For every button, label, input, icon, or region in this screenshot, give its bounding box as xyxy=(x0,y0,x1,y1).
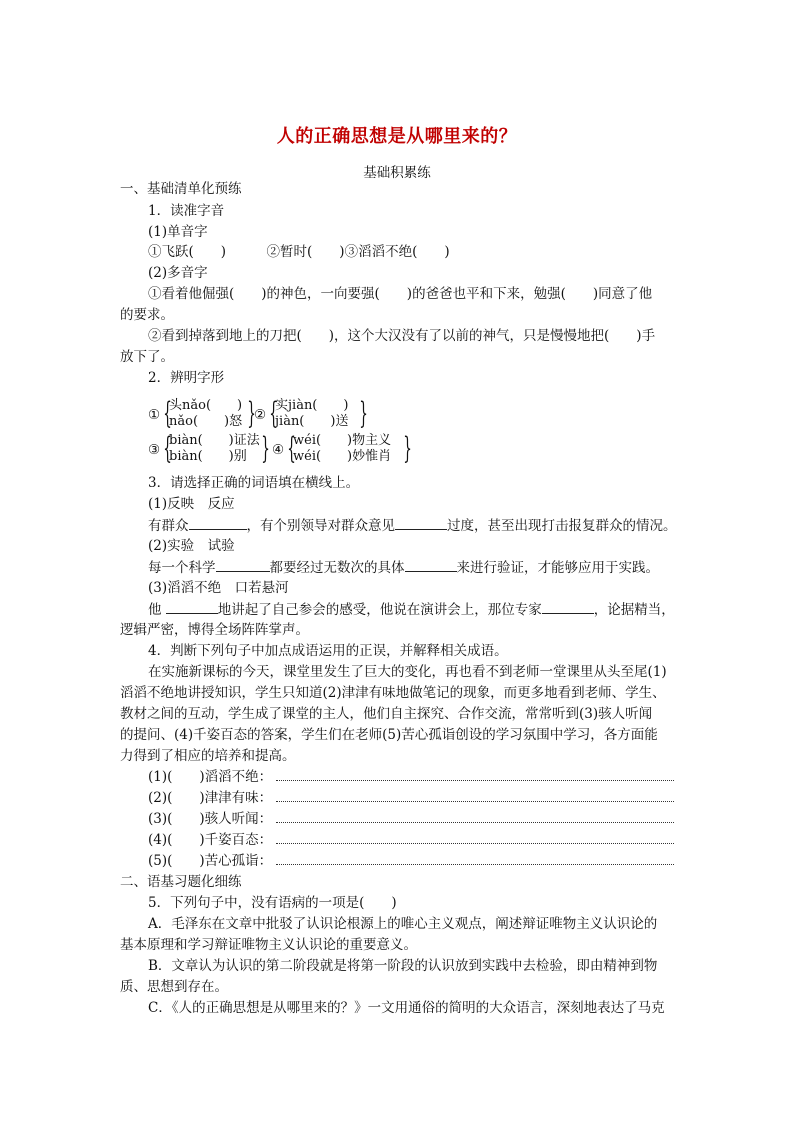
question-heading: 5．下列句子中，没有语病的一项是( ) xyxy=(148,895,397,911)
question-line: ①看着他倔强( )的神色，一向要强( )的爸爸也平和下来，勉强( )同意了他 xyxy=(148,286,653,302)
glyph-bottom: wéi( )妙惟肖 xyxy=(293,449,392,464)
answer-blank[interactable] xyxy=(395,517,447,530)
passage-line: 滔滔不绝地讲授知识，学生只知道(2)津津有味地做笔记的现象，而更多地看到老师、学生、 xyxy=(120,685,666,701)
answer-item: (3)( )骇人听闻： xyxy=(148,811,273,827)
sub-heading: (1)反映 反应 xyxy=(148,496,235,512)
answer-line[interactable] xyxy=(276,822,674,823)
option-a-cont: 基本原理和学习辩证唯物主义认识论的重要意义。 xyxy=(120,937,417,953)
sentence-part: ，有个别领导对群众意见 xyxy=(246,518,395,534)
sentence-part: 他 xyxy=(148,602,162,618)
left-brace: { xyxy=(163,431,172,466)
question-heading: 3．请选择正确的词语填在横线上。 xyxy=(148,475,360,491)
answer-blank[interactable] xyxy=(189,517,247,530)
answer-item: (1)( )滔滔不绝： xyxy=(148,769,273,785)
page-title: 人的正确思想是从哪里来的？ xyxy=(276,126,518,147)
right-brace: } xyxy=(247,396,256,431)
question-line: ②看到掉落到地上的刀把( )，这个大汉没有了以前的神气，只是慢慢地把( )手 xyxy=(148,328,656,344)
option-b: B．文章认为认识的第二阶段就是将第一阶段的认识放到实践中去检验，即由精神到物 xyxy=(148,958,658,974)
answer-item: (5)( )苦心孤诣： xyxy=(148,853,273,869)
sentence-part: 地讲起了自己参会的感受，他说在演讲会上，那位专家 xyxy=(217,602,542,618)
glyph-bottom: jiàn( )送 xyxy=(275,414,349,429)
glyph-top: biàn( )证法 xyxy=(169,433,260,448)
answer-line[interactable] xyxy=(276,801,674,802)
right-brace: } xyxy=(403,431,412,466)
left-brace: { xyxy=(269,396,278,431)
answer-item: (4)( )千姿百态： xyxy=(148,832,273,848)
question-line: 逻辑严密，博得全场阵阵掌声。 xyxy=(120,622,309,638)
answer-line[interactable] xyxy=(276,780,674,781)
item-number: ③ xyxy=(148,442,161,458)
answer-blank[interactable] xyxy=(216,559,270,572)
section-heading: 一、基础清单化预练 xyxy=(120,181,242,197)
sub-heading: (2)多音字 xyxy=(148,265,208,281)
sentence-part: 有群众 xyxy=(148,518,189,534)
sub-heading: (3)滔滔不绝 口若悬河 xyxy=(148,580,289,596)
right-brace: } xyxy=(359,396,368,431)
section-heading: 二、语基习题化细练 xyxy=(120,874,242,890)
question-line: 放下了。 xyxy=(120,349,174,365)
passage-line: 的提问、(4)千姿百态的答案，学生们在老师(5)苦心孤诣创设的学习氛围中学习，各方面能 xyxy=(120,727,658,743)
answer-blank[interactable] xyxy=(542,601,594,614)
question-line: ①飞跃( ) ②暂时( )③滔滔不绝( ) xyxy=(148,244,450,260)
sentence-part: 每一个科学 xyxy=(148,560,216,576)
sentence-part: ，论据精当， xyxy=(593,602,675,618)
sentence-part: 都要经过无数次的具体 xyxy=(269,560,405,576)
passage-line: 在实施新课标的今天，课堂里发生了巨大的变化，再也看不到老师一堂课里从头至尾(1) xyxy=(148,664,667,680)
option-c: C．《人的正确思想是从哪里来的？》一文用通俗的简明的大众语言，深刻地表达了马克 xyxy=(148,1000,665,1016)
section-subtitle: 基础积累练 xyxy=(363,165,431,181)
question-heading: 2．辨明字形 xyxy=(148,370,225,386)
item-number: ② xyxy=(254,407,267,423)
left-brace: { xyxy=(163,396,172,431)
question-heading: 4．判断下列句子中加点成语运用的正误，并解释相关成语。 xyxy=(148,643,508,659)
item-number: ④ xyxy=(272,442,285,458)
sentence-part: 来进行验证，才能够应用于实践。 xyxy=(456,560,659,576)
answer-line[interactable] xyxy=(276,864,674,865)
option-b-cont: 质、思想到存在。 xyxy=(120,979,228,995)
passage-line: 力得到了相应的培养和提高。 xyxy=(120,748,296,764)
option-a: A．毛泽东在文章中批驳了认识论根源上的唯心主义观点，阐述辩证唯物主义认识论的 xyxy=(148,916,658,932)
passage-line: 教材之间的互动，学生成了课堂的主人，他们自主探究、合作交流，常常听到(3)骇人听闻 xyxy=(120,706,653,722)
answer-blank[interactable] xyxy=(405,559,457,572)
glyph-top: 实jiàn( ) xyxy=(275,398,349,413)
sentence-part: 过度，甚至出现打击报复群众的情况。 xyxy=(447,518,677,534)
left-brace: { xyxy=(287,431,296,466)
question-line: 的要求。 xyxy=(120,307,174,323)
glyph-top: 头nǎo( ) xyxy=(169,398,243,413)
right-brace: } xyxy=(261,431,270,466)
fill-sentence xyxy=(148,601,675,619)
glyph-bottom: nǎo( )怒 xyxy=(169,414,243,429)
glyph-top: wéi( )物主义 xyxy=(293,433,392,448)
answer-line[interactable] xyxy=(276,843,674,844)
answer-blank[interactable] xyxy=(166,601,218,614)
item-number: ① xyxy=(148,407,161,423)
glyph-bottom: biàn( )别 xyxy=(169,449,247,464)
question-heading: 1．读准字音 xyxy=(148,203,225,219)
fill-sentence xyxy=(148,517,677,535)
sub-heading: (1)单音字 xyxy=(148,224,208,240)
sub-heading: (2)实验 试验 xyxy=(148,538,235,554)
fill-sentence xyxy=(148,559,659,577)
answer-item: (2)( )津津有味： xyxy=(148,790,273,806)
